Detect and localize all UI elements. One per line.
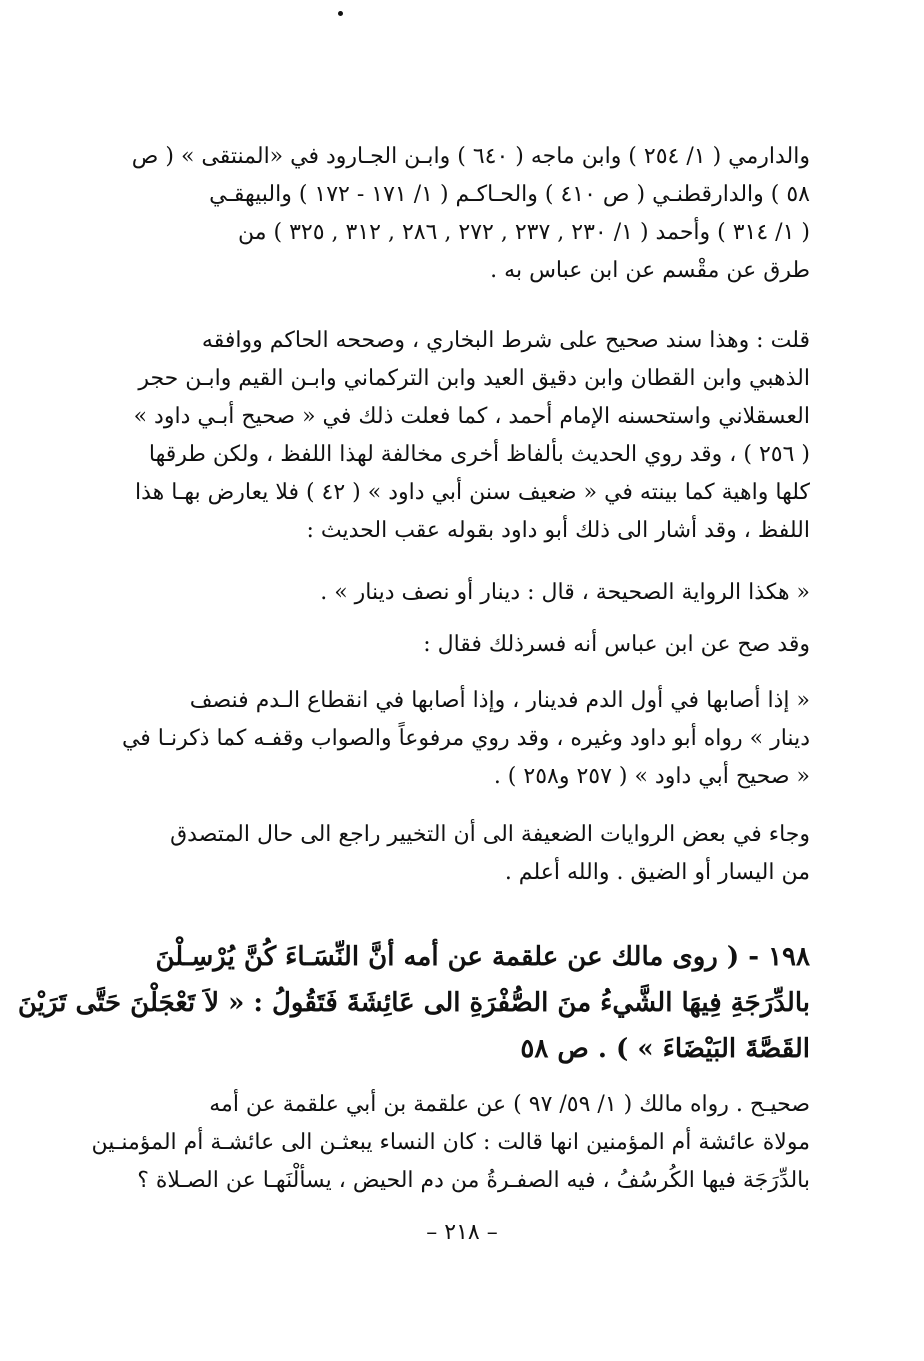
paragraph-citations	[100, 138, 810, 290]
text-line: كلها واهية كما بينته في « ضعيف سنن أبي داود » ( ٤٢ ) فلا يعارض بهـا هذا	[135, 480, 810, 505]
text-line: القَصَّةَ البَيْضَاءَ » ) . ص ٥٨	[520, 1034, 810, 1064]
text-line: ( ٢٥٦ ) ، وقد روي الحديث بألفاظ أخرى مخالفة لهذا اللفظ ، ولكن طرقها	[148, 442, 810, 467]
text-line: وجاء في بعض الروايات الضعيفة الى أن التخيير راجع الى حال المتصدق	[170, 822, 810, 847]
text-line: والدارمي ( ١/ ٢٥٤ ) وابن ماجه ( ٦٤٠ ) وابـن الجـارود في «المنتقى » ( ص	[131, 144, 810, 169]
paragraph-isnad-comment	[100, 322, 810, 550]
paragraph-quote-abu-dawud	[100, 574, 810, 612]
text-line: العسقلاني واستحسنه الإمام أحمد ، كما فعلت ذلك في « صحيح أبـي داود »	[133, 404, 810, 429]
paragraph-ibn-abbas	[100, 626, 810, 664]
text-line: الذهبي وابن القطان وابن دقيق العيد وابن التركماني وابـن القيم وابـن حجر	[138, 366, 810, 391]
text-line: وقد صح عن ابن عباس أنه فسرذلك فقال :	[423, 632, 810, 657]
text-line: « هكذا الرواية الصحيحة ، قال : دينار أو نصف دينار » .	[320, 580, 810, 605]
paragraph-quote-dinar	[100, 682, 810, 796]
text-line: « إذا أصابها في أول الدم فدينار ، وإذا أصابها في انقطاع الـدم فنصف	[189, 688, 810, 713]
paragraph-hadith-grading	[91, 1086, 810, 1200]
paragraph-weak-narrations	[100, 816, 810, 892]
text-line: ١٩٨ - ( روى مالك عن علقمة عن أمه أنَّ النِّسَـاءَ كُنَّ يُرْسِـلْنَ	[155, 942, 810, 972]
text-line: « صحيح أبي داود » ( ٢٥٧ و٢٥٨ ) .	[493, 764, 810, 789]
text-line: طرق عن مقْسم عن ابن عباس به .	[490, 258, 810, 283]
page-number: – ٢١٨ –	[426, 1220, 498, 1245]
text-line: ٥٨ ) والدارقطنـي ( ص ٤١٠ ) والحـاكـم ( ١/ ١٧١ - ١٧٢ ) والبيهقـي	[209, 182, 810, 207]
text-line: بالدِّرَجَةِ فِيهَا الشَّيءُ منَ الصُّفْرَةِ الى عَائِشَةَ فَتَقُولُ : « لاَ تَعْجَلْنَ حَتَّى تَرَيْنَ	[17, 988, 810, 1018]
text-line: قلت : وهذا سند صحيح على شرط البخاري ، وصححه الحاكم ووافقه	[201, 328, 810, 353]
text-line: اللفظ ، وقد أشار الى ذلك أبو داود بقوله عقب الحديث :	[306, 518, 810, 543]
text-line: صحيـح . رواه مالك ( ١/ ٥٩/ ٩٧ ) عن علقمة بن أبي علقمة عن أمه	[209, 1092, 810, 1117]
text-line: دينار » رواه أبو داود وغيره ، وقد روي مرفوعاً والصواب وقفـه كما ذكرنـا في	[121, 726, 810, 751]
top-dot-mark	[338, 11, 343, 16]
text-line: مولاة عائشة أم المؤمنين انها قالت : كان النساء يبعثـن الى عائشـة أم المؤمنـين	[91, 1130, 810, 1155]
text-line: بالدِّرَجَة فيها الكُرسُفُ ، فيه الصفـرةُ من دم الحيض ، يسألْنَهـا عن الصـلاة ؟	[137, 1168, 810, 1193]
text-line: ( ١/ ٣١٤ ) وأحمد ( ١/ ٢٣٠ , ٢٣٧ , ٢٧٢ , ٢٨٦ , ٣١٢ , ٣٢٥ ) من	[238, 220, 810, 245]
text-line: من اليسار أو الضيق . والله أعلم .	[504, 860, 810, 885]
hadith-198-heading	[17, 934, 810, 1072]
